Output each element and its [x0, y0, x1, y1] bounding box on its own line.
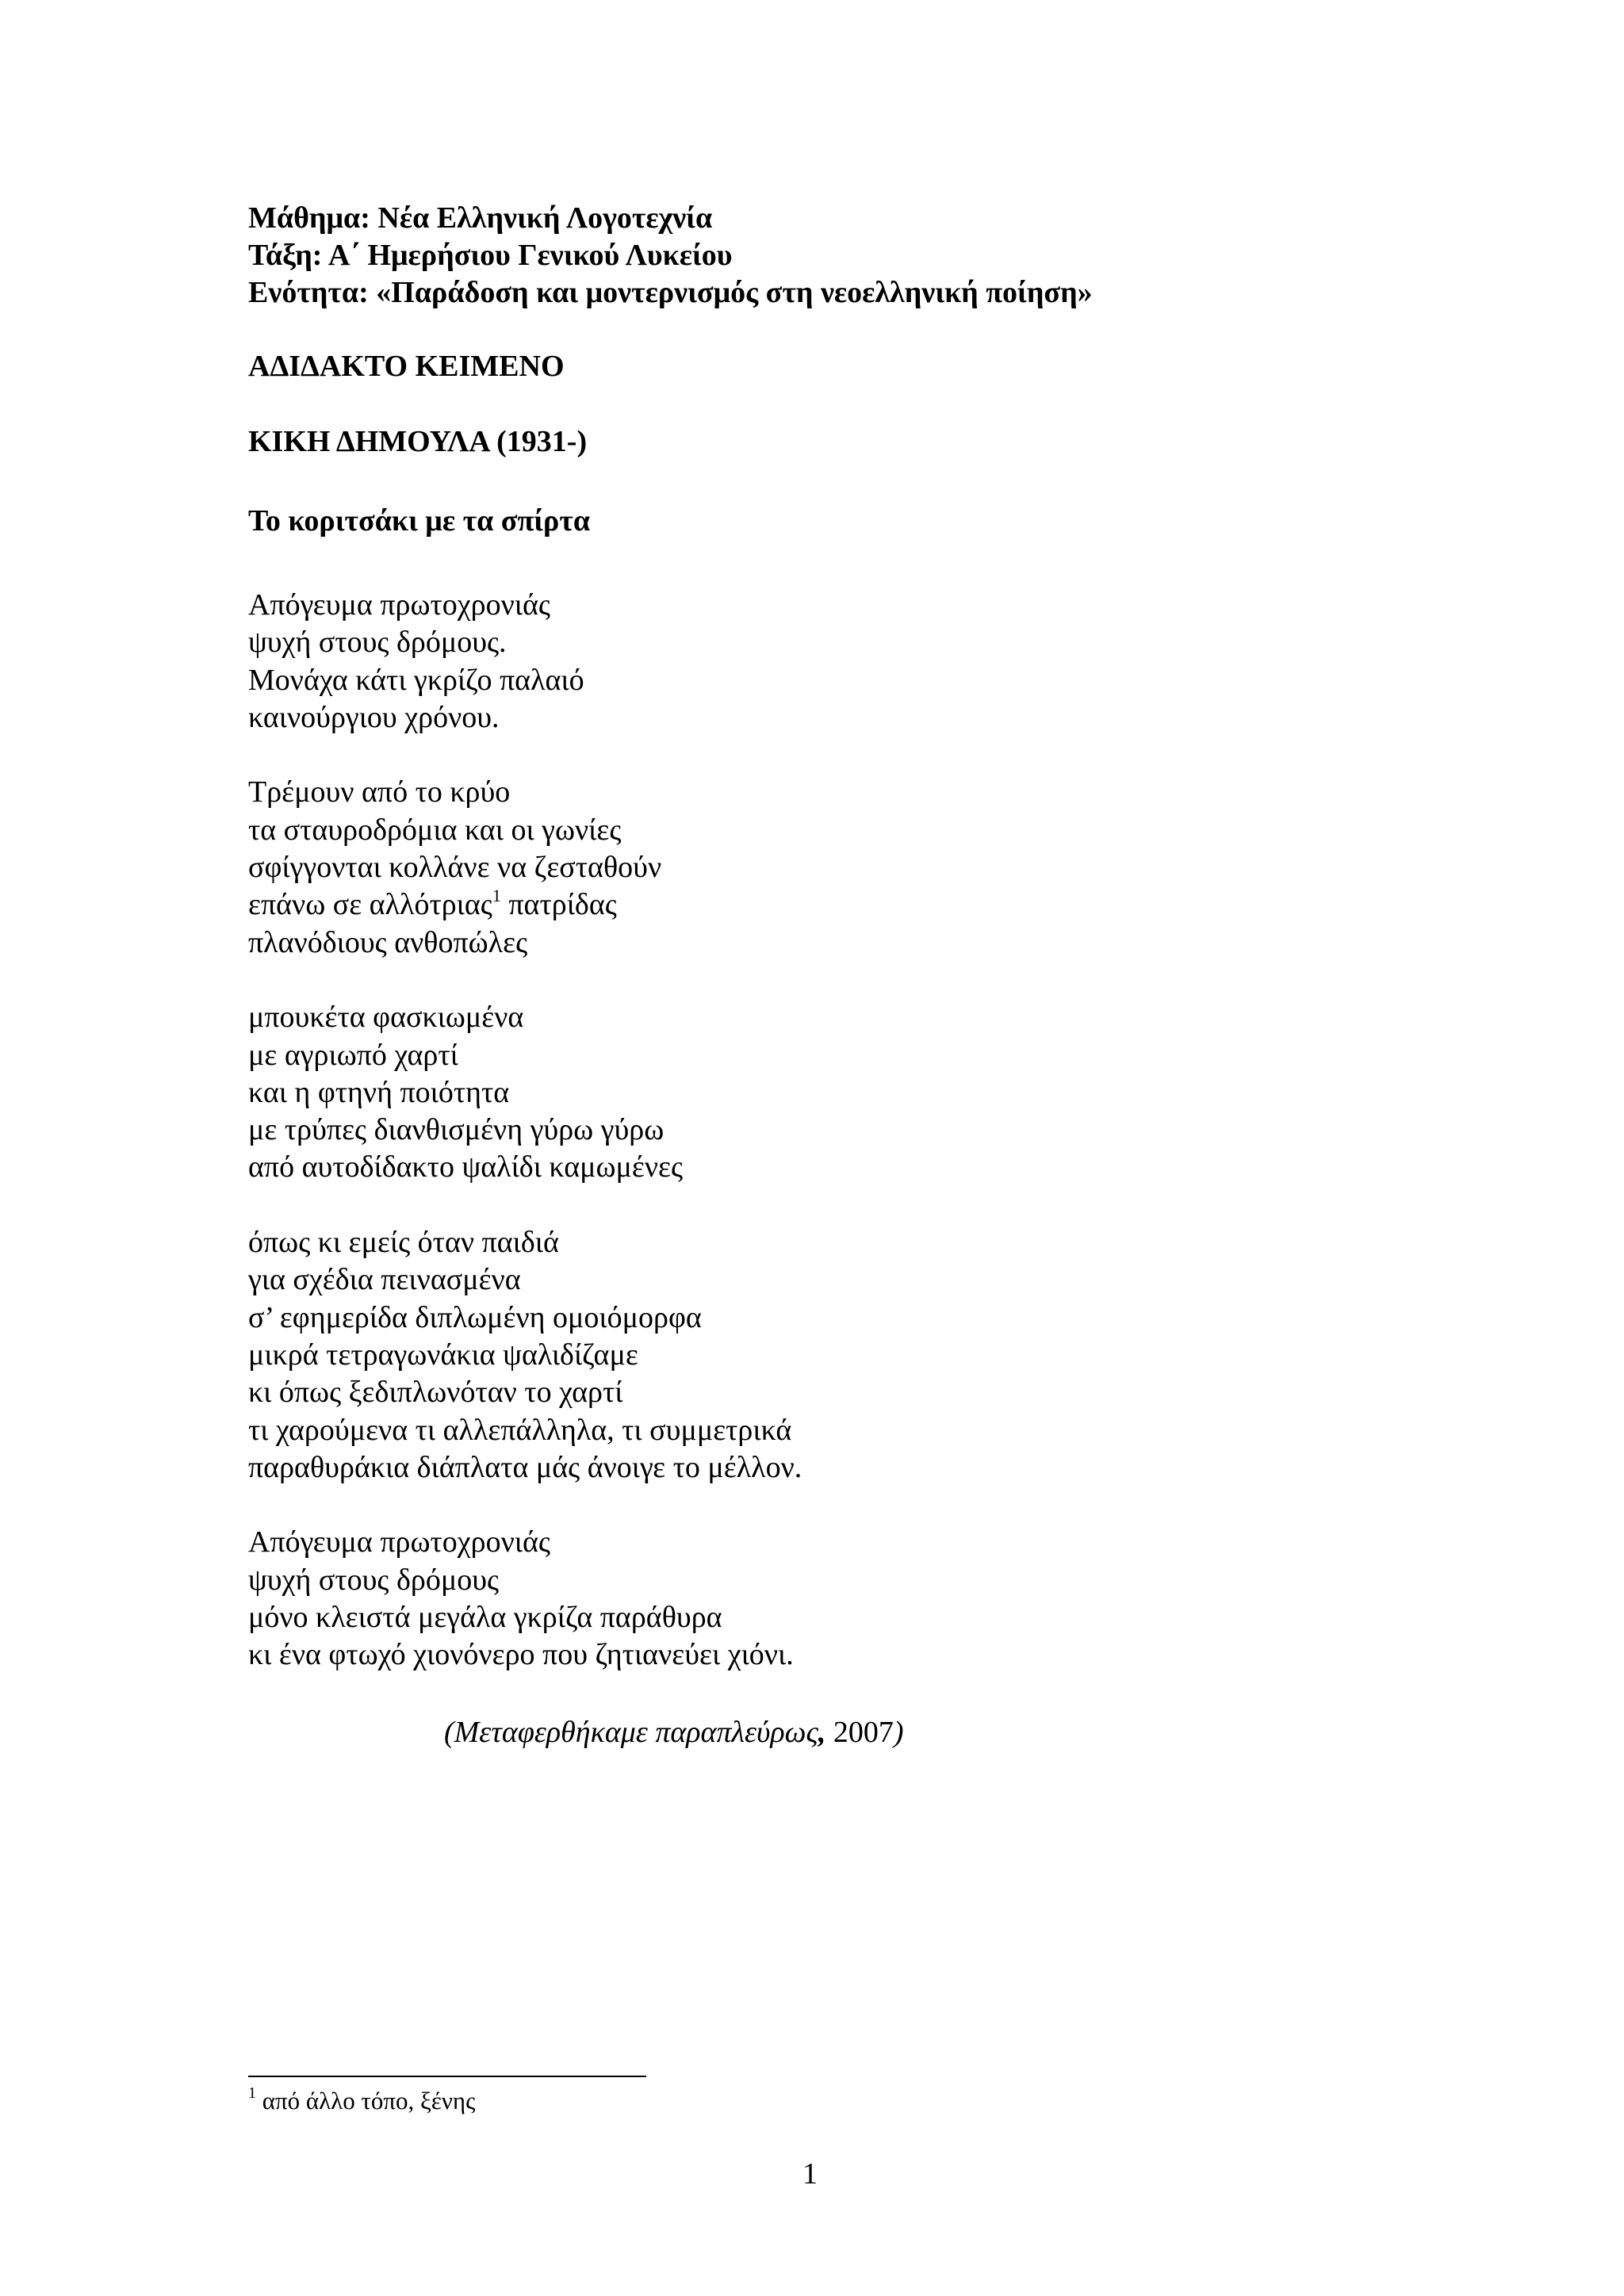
stanza-3 [248, 999, 802, 1186]
page-number: 1 [802, 2157, 818, 2191]
verse-line: σφίγγονται κολλάνε να ζεσταθούν [248, 851, 662, 885]
poem-body [248, 587, 802, 1674]
stanza-2 [248, 774, 802, 961]
verse-line: Μονάχα κάτι γκρίζο παλαιό [248, 663, 584, 697]
verse-line: πλανόδιους ανθοπώλες [248, 925, 528, 959]
verse-text: επάνω σε αλλότριας [248, 888, 492, 922]
subject-line: Μάθημα: Νέα Ελληνική Λογοτεχνία [248, 201, 713, 235]
verse-line: και η φτηνή ποιότητα [248, 1075, 510, 1109]
document-header [248, 200, 1093, 312]
verse-line: μικρά τετραγωνάκια ψαλιδίζαμε [248, 1337, 638, 1372]
verse-line: με τρύπες διανθισμένη γύρω γύρω [248, 1113, 665, 1147]
stanza-4 [248, 1224, 802, 1487]
source-year: 2007 [825, 1716, 894, 1749]
poem-title: Το κοριτσάκι με τα σπίρτα [248, 504, 591, 538]
stanza-1 [248, 587, 802, 737]
source-book-title: (Μεταφερθήκαμε παραπλεύρως [444, 1716, 818, 1749]
verse-line: τι χαρούμενα τι αλλεπάλληλα, τι συμμετρικά [248, 1413, 792, 1447]
verse-line: από αυτοδίδακτο ψαλίδι καμωμένες [248, 1150, 684, 1184]
verse-line: Απόγευμα πρωτοχρονιάς [248, 1525, 550, 1559]
verse-line: παραθυράκια διάπλατα μάς άνοιγε το μέλλον. [248, 1450, 802, 1484]
verse-line: καινούργιου χρόνου. [248, 700, 500, 734]
verse-line: ψυχή στους δρόμους [248, 1563, 500, 1597]
verse-line: ψυχή στους δρόμους. [248, 626, 507, 660]
source-close: ) [893, 1716, 904, 1749]
author-heading: ΚΙΚΗ ΔΗΜΟΥΛΑ (1931-) [248, 425, 588, 458]
class-line: Τάξη: Α΄ Ημερήσιου Γενικού Λυκείου [248, 239, 733, 272]
verse-text: πατρίδας [500, 888, 617, 922]
unit-line: Ενότητα: «Παράδοση και μοντερνισμός στη νεοελληνική ποίηση» [248, 276, 1093, 309]
verse-line: με αγριωπό χαρτί [248, 1038, 458, 1072]
footnote [248, 2084, 476, 2115]
verse-line: κι όπως ξεδιπλωνόταν το χαρτί [248, 1376, 623, 1410]
footnote-text: από άλλο τόπο, ξένης [256, 2087, 476, 2114]
verse-line: μπουκέτα φασκιωμένα [248, 1001, 524, 1035]
verse-line: μόνο κλειστά μεγάλα γκρίζα παράθυρα [248, 1601, 722, 1635]
verse-line-with-footnote [248, 886, 802, 924]
verse-line: κι ένα φτωχό χιονόνερο που ζητιανεύει χιόνι. [248, 1638, 794, 1672]
footnote-number: 1 [248, 2084, 256, 2102]
verse-line: για σχέδια πεινασμένα [248, 1263, 521, 1297]
verse-line: Τρέμουν από το κρύο [248, 775, 511, 809]
footnote-reference: 1 [492, 886, 501, 906]
unseen-text-label: ΑΔΙΔΑΚΤΟ ΚΕΙΜΕΝΟ [248, 350, 565, 383]
verse-line: Απόγευμα πρωτοχρονιάς [248, 588, 550, 622]
verse-line: όπως κι εμείς όταν παιδιά [248, 1226, 559, 1260]
stanza-5 [248, 1524, 802, 1674]
verse-line: τα σταυροδρόμια και οι γωνίες [248, 813, 622, 847]
source-comma: , [818, 1716, 826, 1749]
verse-line: σ’ εφημερίδα διπλωμένη ομοιόμορφα [248, 1300, 702, 1334]
source-citation [444, 1715, 904, 1750]
footnote-separator [248, 2076, 646, 2077]
